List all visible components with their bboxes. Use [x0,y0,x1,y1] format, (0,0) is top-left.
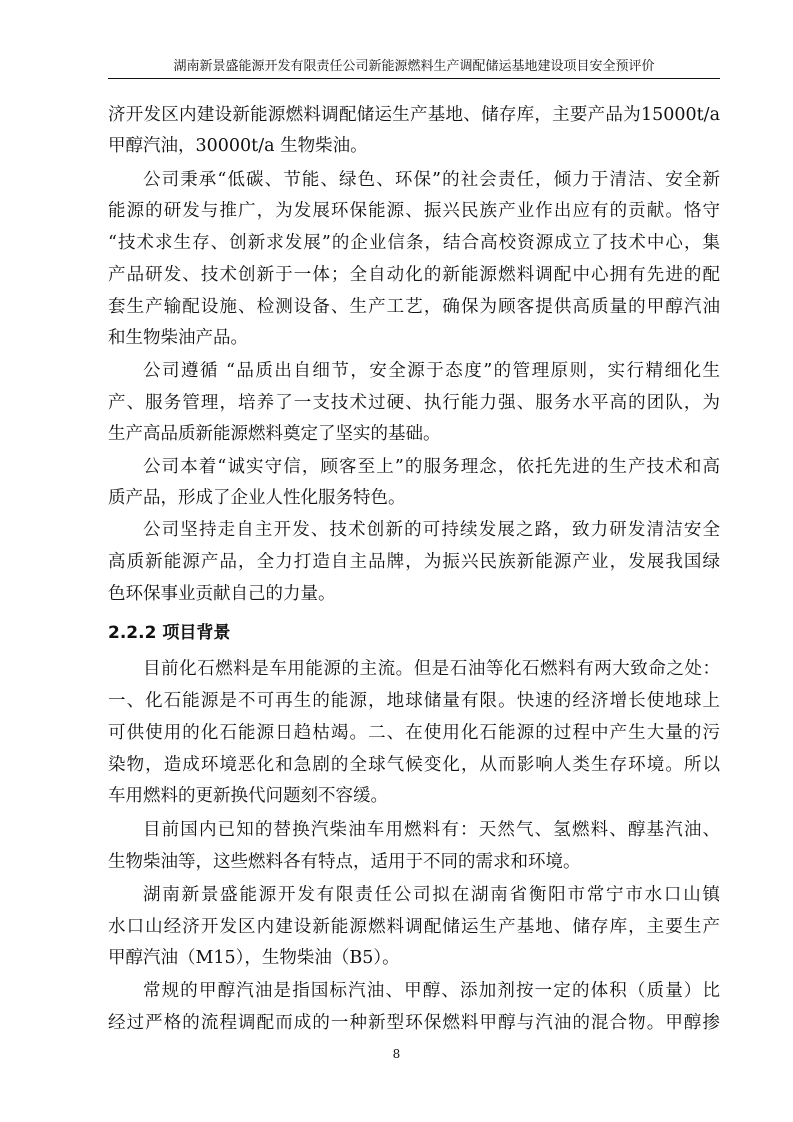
page-number: 8 [392,1047,401,1061]
paragraph-line: 生产高品质新能源燃料奠定了坚实的基础。 [108,424,441,444]
paragraph-line: 目前化石燃料是车用能源的主流。但是石油等化石燃料有两大致命之处： [143,659,720,679]
paragraph-line: 甲醇汽油，30000t/a 生物柴油。 [108,136,368,156]
header-rule [108,78,720,79]
paragraph-line: 公司秉承“低碳、节能、绿色、环保”的社会责任，倾力于清洁、安全新 [143,170,720,190]
paragraph-line: “技术求生存、创新求发展”的企业信条，结合高校资源成立了技术中心，集 [108,233,720,253]
paragraph-line: 生物柴油等，这些燃料各有特点，适用于不同的需求和环境。 [108,852,581,872]
paragraph-line: 能源的研发与推广，为发展环保能源、振兴民族产业作出应有的贡献。恪守 [108,201,720,221]
paragraph-line: 公司坚持走自主开发、技术创新的可持续发展之路，致力研发清洁安全 [143,520,720,540]
section-heading: 2.2.2 项目背景 [108,623,231,643]
paragraph-line: 可供使用的化石能源日趋枯竭。二、在使用化石能源的过程中产生大量的污 [108,723,720,743]
paragraph-line: 和生物柴油产品。 [108,328,248,348]
paragraph-line: 公司本着“诚实守信，顾客至上”的服务理念，依托先进的生产技术和高 [143,457,720,477]
paragraph-line: 水口山经济开发区内建设新能源燃料调配储运生产基地、储存库，主要生产 [108,917,720,937]
paragraph-line: 色环保事业贡献自己的力量。 [108,584,336,604]
paragraph-line: 车用燃料的更新换代问题刻不容缓。 [108,786,388,806]
paragraph-line: 湖南新景盛能源开发有限责任公司拟在湖南省衡阳市常宁市水口山镇 [143,885,720,905]
paragraph-line: 套生产输配设施、检测设备、生产工艺，确保为顾客提供高质量的甲醇汽油 [108,297,720,317]
running-header: 湖南新景盛能源开发有限责任公司新能源燃料生产调配储运基地建设项目安全预评价 [173,59,655,74]
paragraph-line: 常规的甲醇汽油是指国标汽油、甲醇、添加剂按一定的体积（质量）比 [143,981,720,1001]
paragraph-line: 甲醇汽油（M15），生物柴油（B5）。 [108,948,400,968]
paragraph-line: 目前国内已知的替换汽柴油车用燃料有：天然气、氢燃料、醇基汽油、 [143,820,720,840]
paragraph-line: 一、化石能源是不可再生的能源，地球储量有限。快速的经济增长使地球上 [108,691,720,711]
paragraph-line: 产品研发、技术创新于一体；全自动化的新能源燃料调配中心拥有先进的配 [108,265,720,285]
paragraph-line: 高质新能源产品，全力打造自主品牌，为振兴民族新能源产业，发展我国绿 [108,552,720,572]
paragraph-line: 产、服务管理，培养了一支技术过硬、执行能力强、服务水平高的团队，为 [108,393,720,413]
paragraph-line: 质产品，形成了企业人性化服务特色。 [108,488,406,508]
paragraph-line: 公司遵循 “品质出自细节，安全源于态度”的管理原则，实行精细化生 [143,361,720,381]
paragraph-line: 济开发区内建设新能源燃料调配储运生产基地、储存库，主要产品为15000t/a [108,105,720,125]
paragraph-line: 经过严格的流程调配而成的一种新型环保燃料甲醇与汽油的混合物。甲醇掺 [108,1013,720,1033]
paragraph-line: 染物，造成环境恶化和急剧的全球气候变化，从而影响人类生存环境。所以 [108,755,720,775]
